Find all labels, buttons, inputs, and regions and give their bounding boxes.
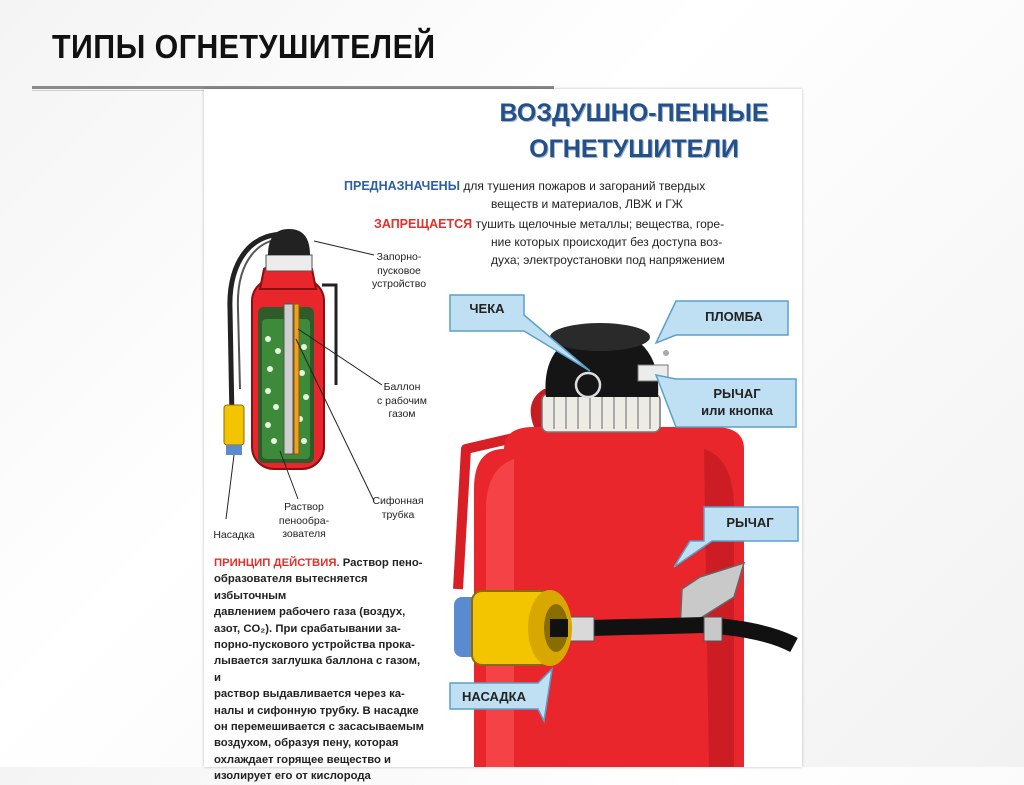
label-valve-2: пусковое (377, 264, 421, 277)
label-gas-1: Баллон (383, 381, 421, 393)
label-siphon-2: трубка (381, 508, 415, 521)
poster-title-line1: ВОЗДУШНО-ПЕННЫЕ (499, 99, 769, 127)
principle-line-1: образователя вытесняется избыточным (214, 573, 368, 602)
forbidden-text-1: тушить щелочные металлы; вещества, горе- (475, 217, 725, 231)
principle-line-3: азот, CO₂). При срабатывании за- (214, 622, 401, 635)
callout-lever-or-button-1: РЫЧАГ (713, 386, 761, 401)
cutaway-extinguisher-diagram (224, 229, 382, 519)
forbidden-text-2: ние которых происходит без доступа воз- (491, 235, 723, 249)
label-gas-cylinder (372, 381, 432, 422)
label-foam-2: пенообра- (278, 514, 330, 527)
callout-lever-or-button-2: или кнопка (701, 403, 773, 418)
label-foam-solution (274, 501, 334, 542)
label-gas-3: газом (388, 408, 416, 420)
callout-seal: ПЛОМБА (705, 309, 763, 324)
principle-line-9: воздухом, образуя пену, которая (214, 737, 399, 750)
label-foam-1: Раствор (284, 501, 324, 513)
purpose-heading: ПРЕДНАЗНАЧЕНЫ (344, 179, 460, 193)
callout-nozzle: НАСАДКА (462, 689, 526, 704)
principle-line-2: давлением рабочего газа (воздух, (214, 606, 406, 619)
label-siphon-1: Сифонная (372, 495, 424, 507)
slide-title: ТИПЫ ОГНЕТУШИТЕЛЕЙ (52, 28, 436, 65)
poster-title-line2: ОГНЕТУШИТЕЛИ (529, 135, 739, 163)
callout-lever-or-button (680, 385, 794, 419)
principle-line-10: охлаждает горящее вещество и (214, 753, 392, 766)
label-gas-2: с рабочим (376, 394, 428, 407)
poster (204, 89, 802, 783)
principle-lead: ПРИНЦИП ДЕЙСТВИЯ. (214, 557, 340, 569)
label-siphon (366, 495, 430, 522)
operating-principle (214, 555, 424, 785)
forbidden-heading: ЗАПРЕЩАЕТСЯ (374, 217, 473, 231)
forbidden-text-3: духа; электроустановки под напряжением (491, 253, 725, 267)
label-valve-1: Запорно- (376, 251, 422, 263)
principle-line-0: Раствор пено- (342, 557, 423, 569)
callout-pin: ЧЕКА (469, 301, 505, 316)
label-valve-3: устройство (371, 278, 427, 290)
principle-line-6: раствор выдавливается через ка- (214, 688, 405, 701)
purpose-text-1: для тушения пожаров и загораний твердых (463, 179, 706, 193)
principle-line-8: он перемешивается с засасываемым (214, 721, 424, 734)
purpose-text-2: веществ и материалов, ЛВЖ и ГЖ (491, 197, 683, 211)
label-valve (366, 251, 432, 292)
principle-line-4: порно-пускового устройства прока- (214, 639, 415, 652)
principle-line-11: изолирует его от кислорода (214, 770, 371, 783)
label-nozzle-small: Насадка (213, 529, 255, 541)
label-foam-3: зователя (282, 528, 326, 540)
principle-line-5: лывается заглушка баллона с газом, и (214, 655, 421, 684)
callout-lever: РЫЧАГ (726, 515, 774, 530)
principle-line-7: налы и сифонную трубку. В насадке (214, 704, 419, 717)
